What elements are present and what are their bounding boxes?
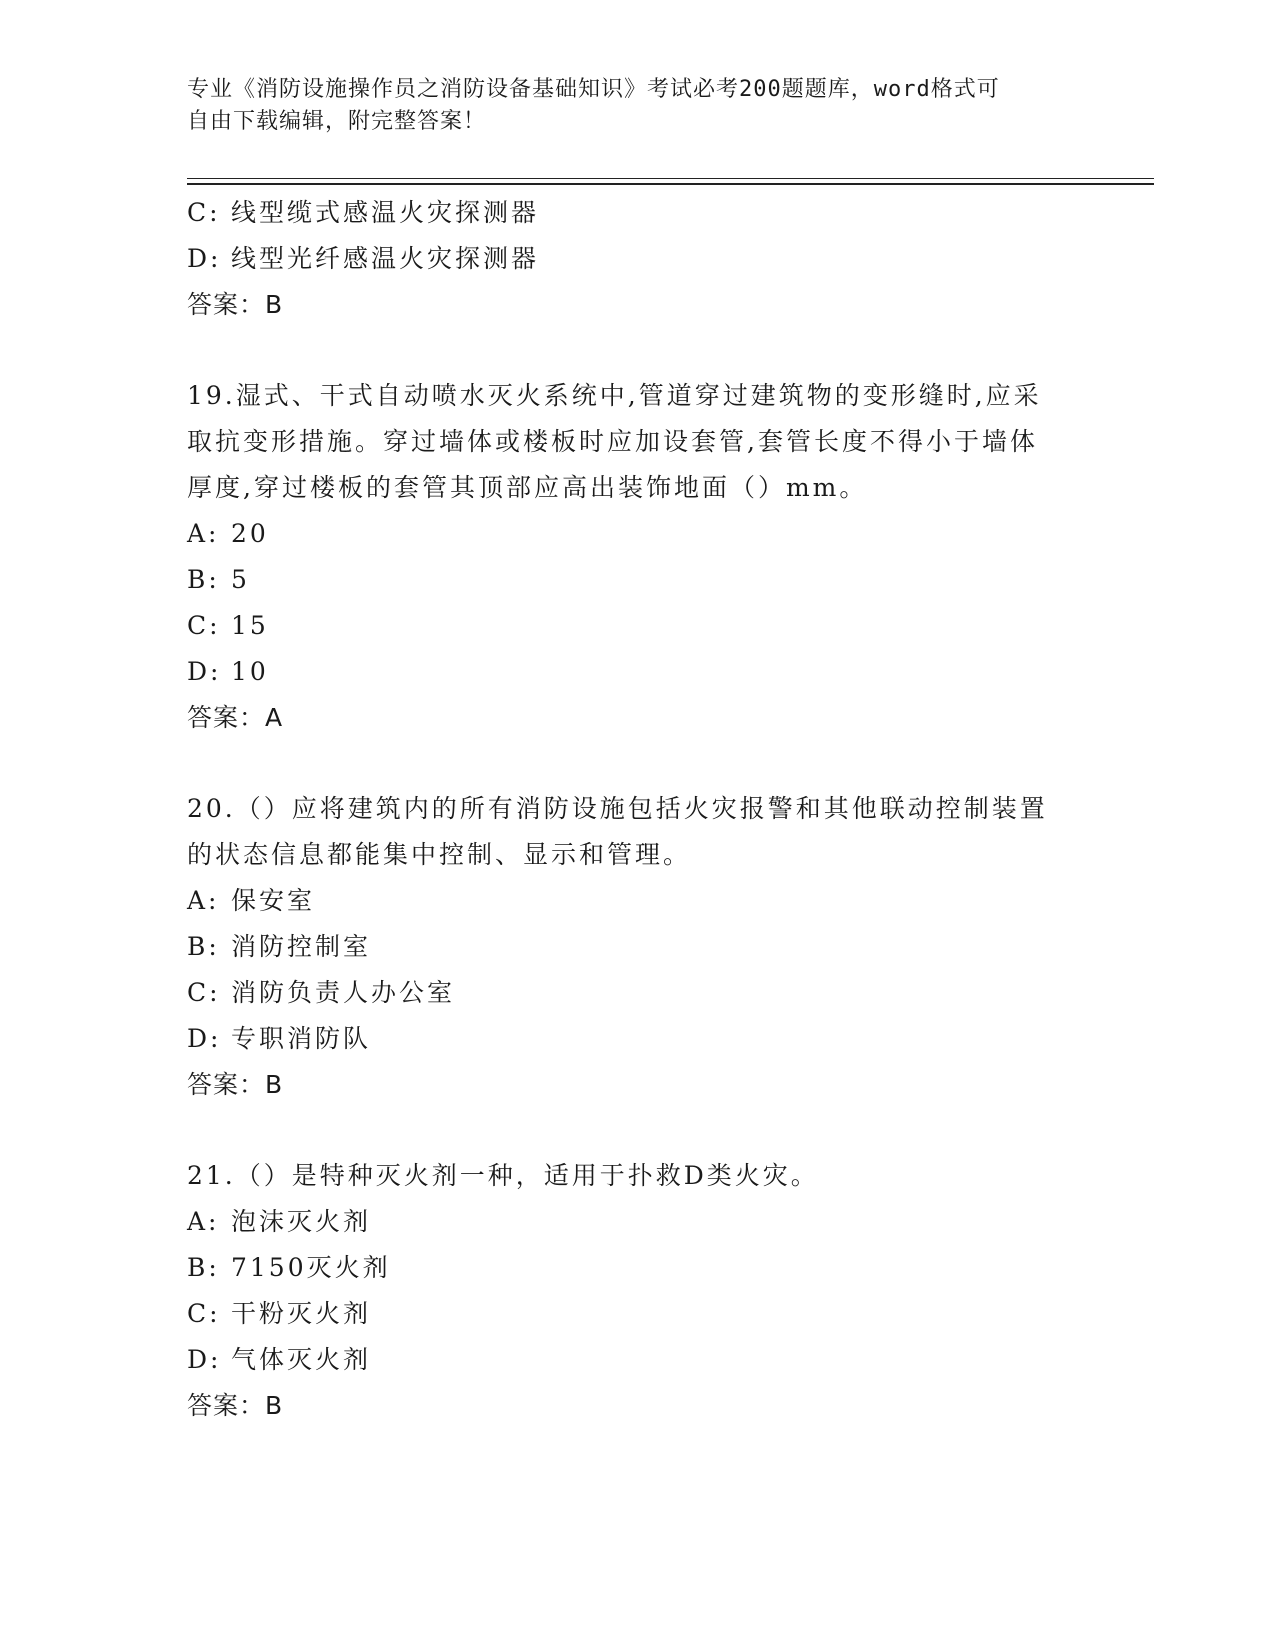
option-label: D:	[187, 657, 222, 686]
option-text: 泡沫灭火剂	[231, 1207, 372, 1236]
option-text: 专职消防队	[231, 1024, 372, 1053]
header-line-2: 自由下载编辑，附完整答案！	[187, 109, 487, 134]
option-a	[187, 878, 1087, 924]
option-text: 气体灭火剂	[231, 1345, 372, 1374]
option-label: B:	[187, 1253, 220, 1282]
question-text-line: 19.湿式、干式自动喷水灭火系统中,管道穿过建筑物的变形缝时,应采	[187, 381, 1042, 410]
option-d	[187, 1016, 1087, 1062]
header-rule-thin	[187, 178, 1154, 179]
option-label: A:	[187, 886, 220, 915]
answer: 答案：B	[187, 1070, 284, 1099]
option-c	[187, 1291, 1087, 1337]
option-text: 消防负责人办公室	[231, 978, 456, 1007]
option-label: C:	[187, 198, 221, 227]
option-label: D:	[187, 1024, 222, 1053]
header-rule-thick	[187, 183, 1154, 185]
question-20	[187, 786, 1087, 1108]
option-d	[187, 1337, 1087, 1383]
option-text: 保安室	[231, 886, 316, 915]
option-b	[187, 557, 1087, 603]
question-text	[187, 786, 1087, 878]
question-text-line: 21.（）是特种灭火剂一种，适用于扑救D类火灾。	[187, 1161, 819, 1190]
option-text: 15	[231, 611, 269, 640]
option-c	[187, 970, 1087, 1016]
question-text	[187, 373, 1087, 511]
answer: 答案：A	[187, 703, 284, 732]
document-header	[187, 74, 1067, 138]
option-label: A:	[187, 1207, 220, 1236]
question-text	[187, 1153, 1087, 1199]
option-text: 线型光纤感温火灾探测器	[231, 244, 540, 273]
header-line-1: 专业《消防设施操作员之消防设备基础知识》考试必考200题题库，word格式可	[187, 77, 1000, 102]
option-c	[187, 190, 1087, 236]
option-text: 线型缆式感温火灾探测器	[231, 198, 540, 227]
option-label: C:	[187, 1299, 221, 1328]
option-c	[187, 603, 1087, 649]
option-label: B:	[187, 932, 220, 961]
option-label: A:	[187, 519, 220, 548]
option-text: 5	[231, 565, 250, 594]
question-list	[187, 190, 1087, 1429]
option-d	[187, 236, 1087, 282]
answer: 答案：B	[187, 290, 284, 319]
option-text: 10	[231, 657, 269, 686]
option-text: 干粉灭火剂	[231, 1299, 372, 1328]
option-label: C:	[187, 611, 221, 640]
option-b	[187, 924, 1087, 970]
option-a	[187, 511, 1087, 557]
option-text: 20	[231, 519, 269, 548]
option-text: 7150灭火剂	[231, 1253, 391, 1282]
question-18-tail	[187, 190, 1087, 328]
option-b	[187, 1245, 1087, 1291]
question-text-line: 的状态信息都能集中控制、显示和管理。	[187, 840, 692, 869]
question-19	[187, 373, 1087, 741]
question-text-line: 取抗变形措施。穿过墙体或楼板时应加设套管,套管长度不得小于墙体	[187, 427, 1038, 456]
option-label: D:	[187, 244, 222, 273]
option-label: B:	[187, 565, 220, 594]
option-label: D:	[187, 1345, 222, 1374]
option-text: 消防控制室	[231, 932, 372, 961]
option-a	[187, 1199, 1087, 1245]
answer: 答案：B	[187, 1391, 284, 1420]
option-d	[187, 649, 1087, 695]
option-label: C:	[187, 978, 221, 1007]
question-text-line: 厚度,穿过楼板的套管其顶部应高出装饰地面（）mm。	[187, 473, 868, 502]
question-text-line: 20.（）应将建筑内的所有消防设施包括火灾报警和其他联动控制装置	[187, 794, 1048, 823]
question-21	[187, 1153, 1087, 1429]
